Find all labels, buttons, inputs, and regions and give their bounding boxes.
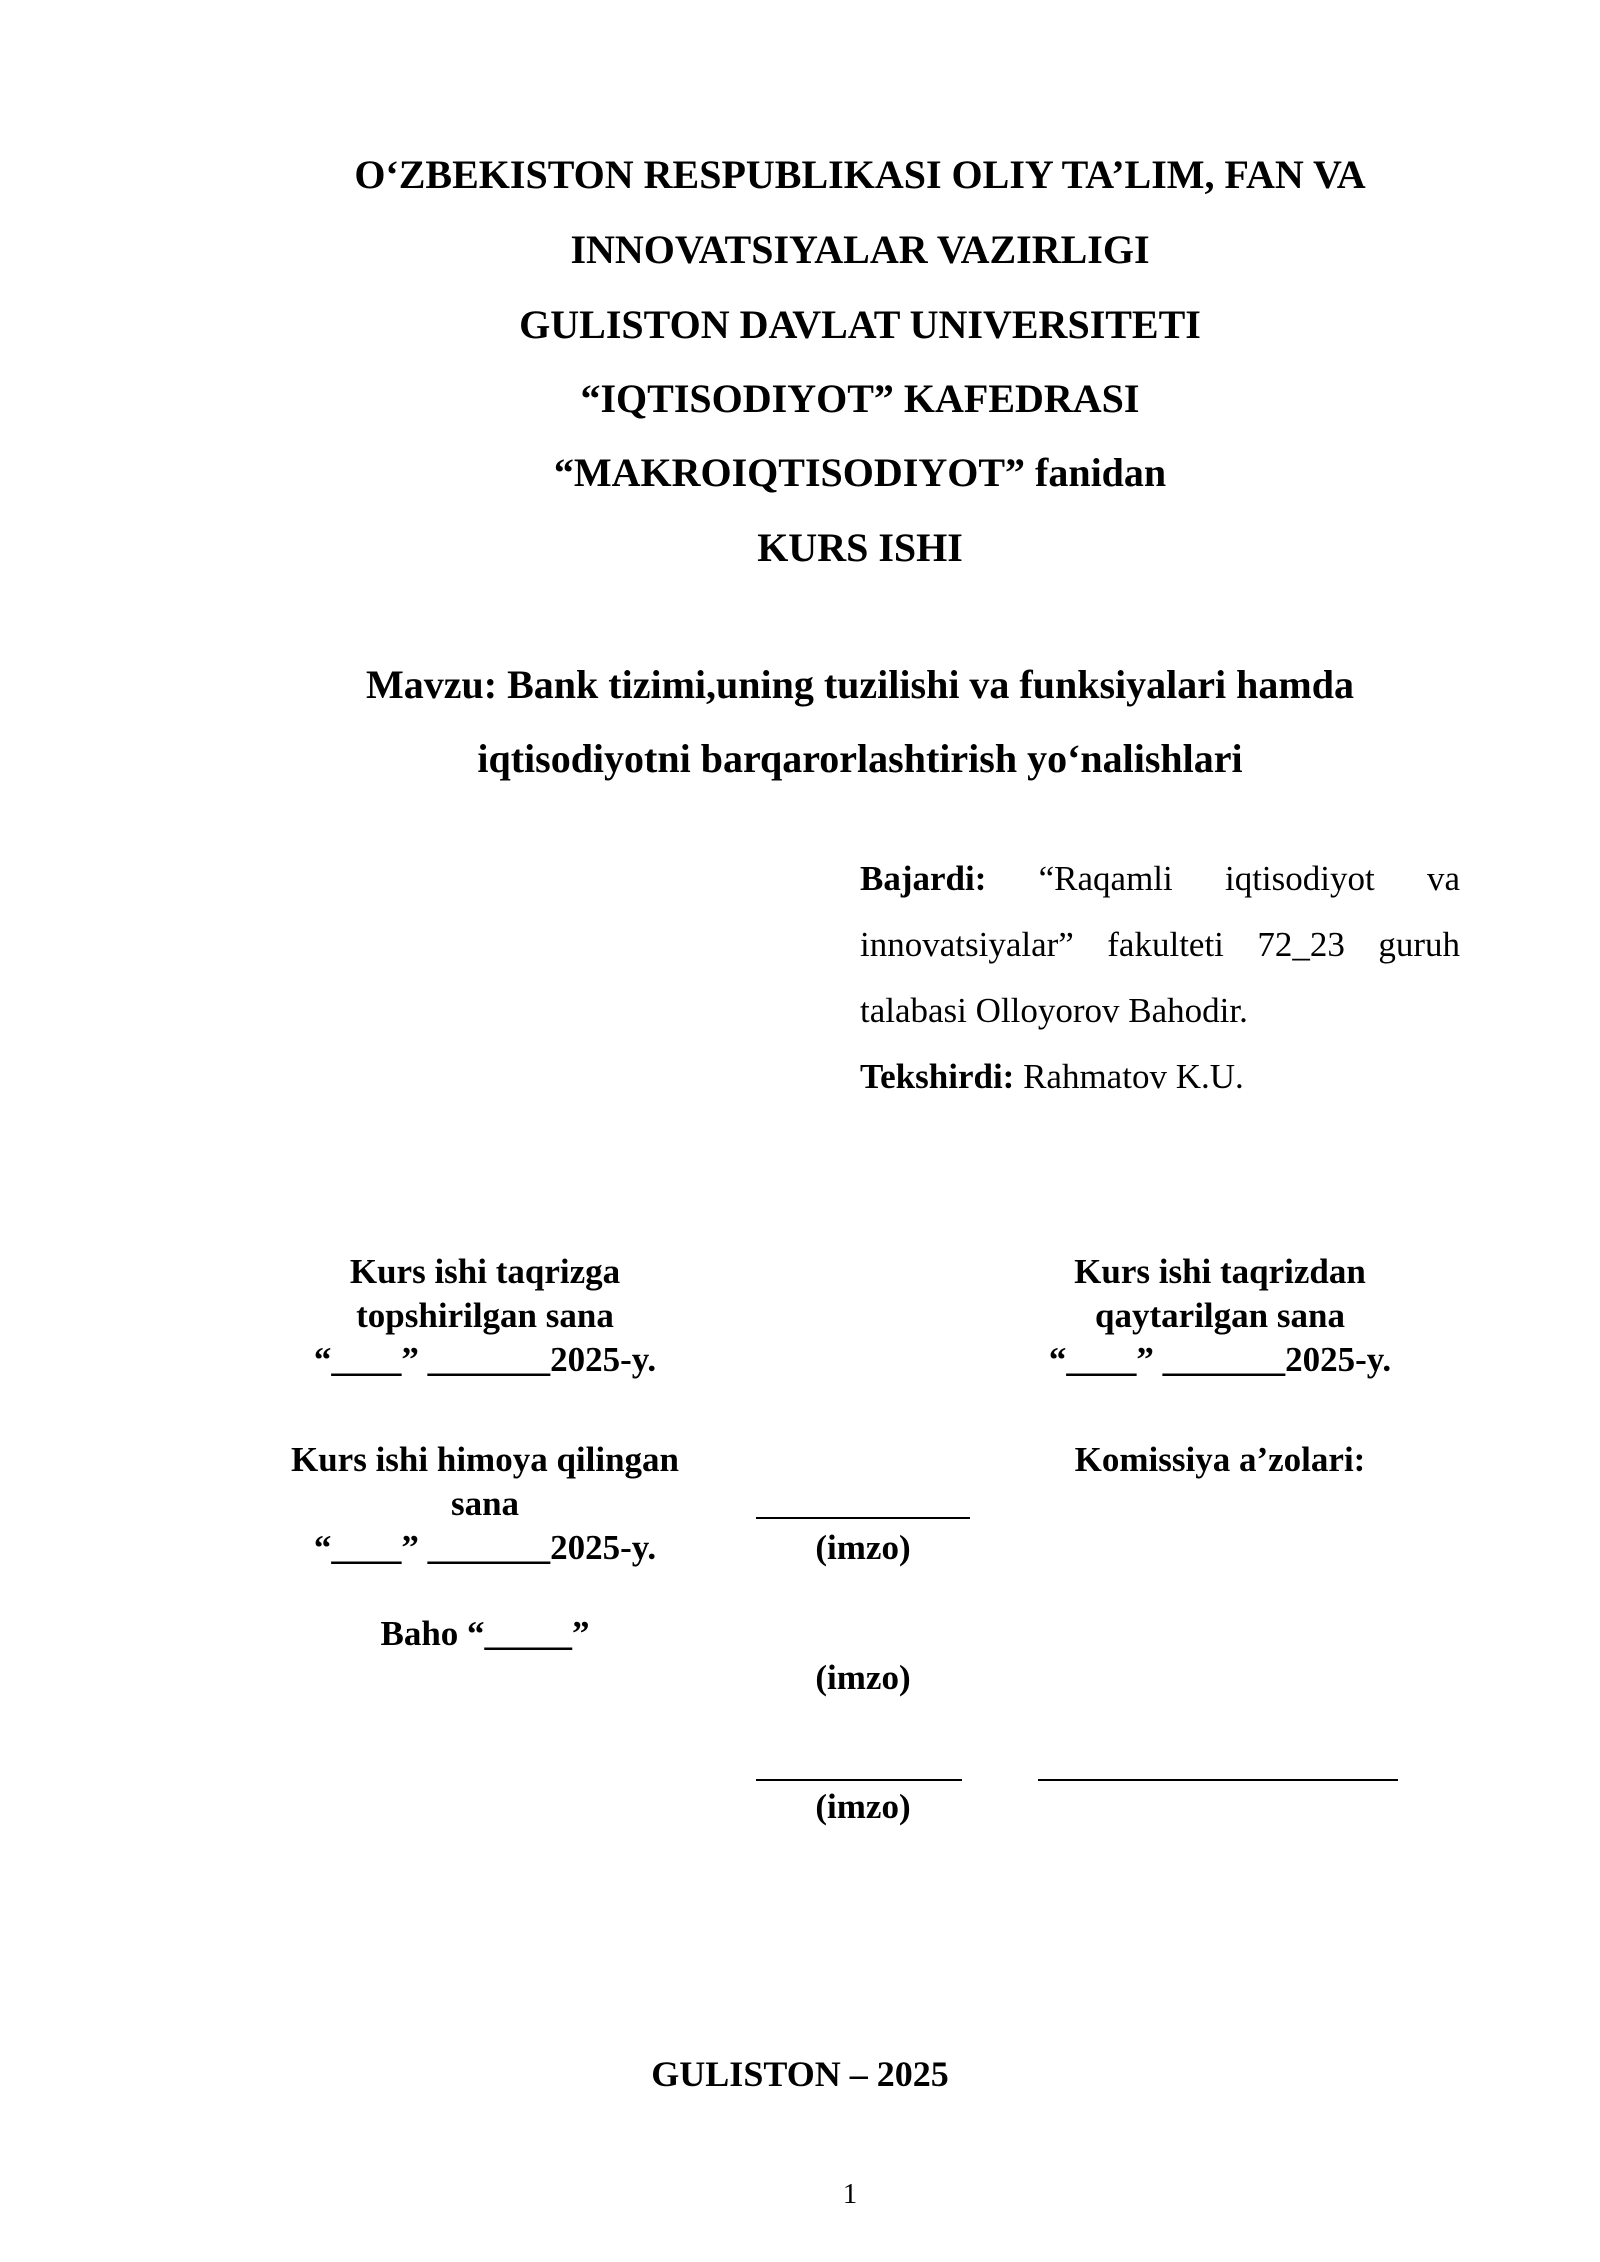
commission-label: Komissiya a’zolari: [1074,1440,1366,1479]
signature-line-3 [756,1779,962,1781]
defense-line-1: Kurs ishi himoya qilingan [290,1440,680,1479]
bajardi-text-1: “Raqamli iqtisodiyot va [1038,859,1460,898]
defense-date: “____” _______2025-y. [313,1528,657,1567]
review-returned-date: “____” _______2025-y. [1048,1340,1392,1379]
signature-label-1: (imzo) [815,1528,911,1567]
review-returned-block [980,1250,1460,1382]
tekshirdi-value: Rahmatov K.U. [1023,1057,1244,1096]
page-number: 1 [842,2178,858,2210]
university-name: GULISTON DAVLAT UNIVERSITETI [519,302,1201,347]
review-submitted-line-2: topshirilgan sana [356,1296,614,1335]
department-name: “IQTISODIYOT” KAFEDRASI [580,376,1140,421]
bajardi-line-3: talabasi Olloyorov Bahodir. [860,991,1248,1030]
grade-field: Baho “_____” [380,1614,590,1653]
signature-label-3: (imzo) [815,1787,911,1826]
review-submitted-line-1: Kurs ishi taqrizga [349,1252,621,1291]
city-year: GULISTON – 2025 [651,2054,949,2094]
review-submitted-block [245,1250,725,1382]
signature-label-2: (imzo) [815,1658,911,1697]
topic-line-1: Mavzu: Bank tizimi,uning tuzilishi va funksiyalari hamda [366,662,1354,707]
subject-name: “MAKROIQTISODIYOT” fanidan [553,450,1167,495]
defense-line-2: sana [450,1484,520,1523]
commission-name-line [1038,1779,1398,1781]
defense-block [245,1438,725,1570]
topic-line-2: iqtisodiyotni barqarorlashtirish yo‘nalishlari [477,736,1243,781]
bajardi-line-1 [860,846,1460,912]
review-returned-line-2: qaytarilgan sana [1095,1296,1345,1335]
review-submitted-date: “____” _______2025-y. [313,1340,657,1379]
tekshirdi-line [860,1044,1460,1110]
signature-line-1 [756,1517,970,1519]
tekshirdi-label: Tekshirdi: [860,1057,1015,1096]
review-returned-line-1: Kurs ishi taqrizdan [1074,1252,1366,1291]
ministry-line-1: O‘ZBEKISTON RESPUBLIKASI OLIY TA’LIM, FAN VA [354,152,1366,197]
ministry-line-2: INNOVATSIYALAR VAZIRLIGI [570,227,1150,272]
document-type: KURS ISHI [757,525,963,570]
bajardi-line-2: innovatsiyalar” fakulteti 72_23 guruh [860,925,1460,964]
bajardi-label: Bajardi: [860,859,987,898]
